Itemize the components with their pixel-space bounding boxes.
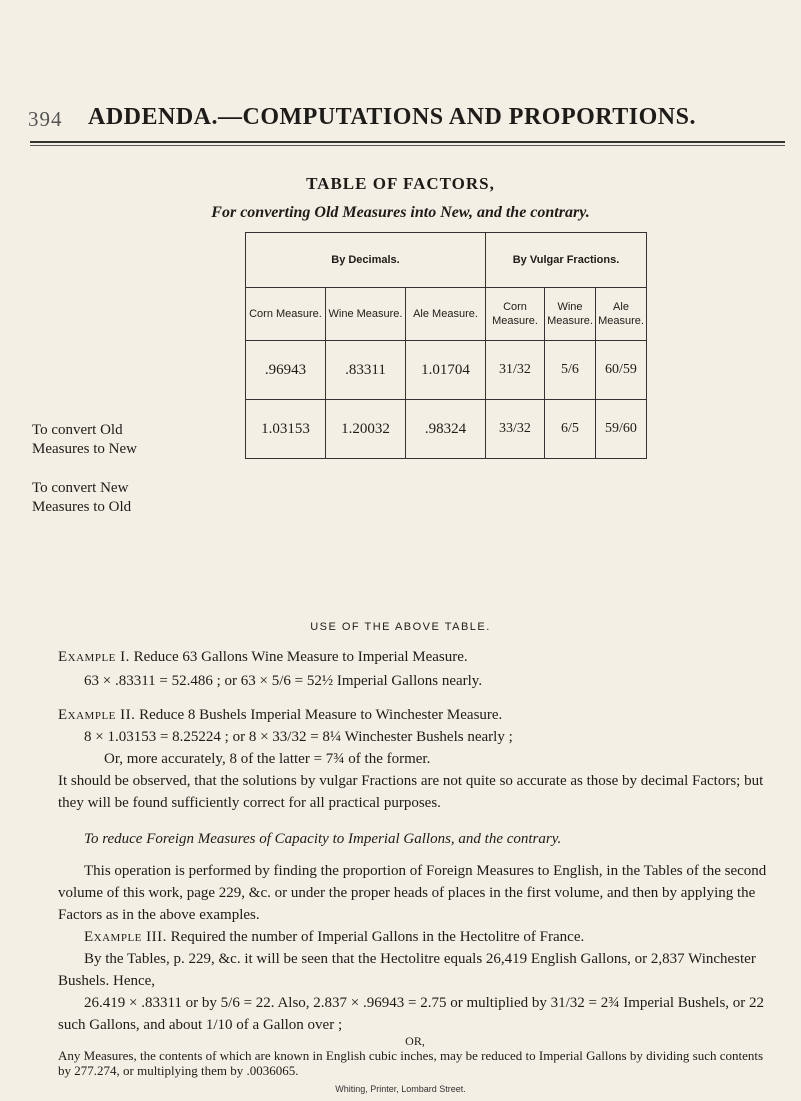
- group-decimals: By Decimals.: [246, 233, 486, 288]
- example-1-calc: 63 × .83311 = 52.486 ; or 63 × 5/6 = 52½ Imperial Gallons nearly.: [84, 673, 483, 689]
- page-header-title: ADDENDA.—COMPUTATIONS AND PROPORTIONS.: [88, 104, 696, 130]
- table-subtitle: For converting Old Measures into New, and the contrary.: [211, 204, 590, 221]
- example-3-body: By the Tables, p. 229, &c. it will be seen that the Hectolitre equals 26,419 English Gallons, or 2,837 Winchester Bushels. Hence,: [58, 951, 756, 989]
- col-wine-fraction: Wine Measure.: [545, 288, 596, 341]
- example-3-label: Example III.: [84, 929, 167, 945]
- factor-table: [245, 232, 647, 459]
- cell-ale: .98324: [406, 400, 486, 459]
- cell-corn-fraction: 33/32: [486, 400, 545, 459]
- use-heading: USE OF THE ABOVE TABLE.: [310, 621, 491, 633]
- example-3-text: Required the number of Imperial Gallons in the Hectolitre of France.: [170, 929, 585, 945]
- cell-wine-fraction: 5/6: [545, 341, 596, 400]
- group-fractions: By Vulgar Fractions.: [486, 233, 647, 288]
- col-corn-fraction: Corn Measure.: [486, 288, 545, 341]
- final-paragraph: Any Measures, the contents of which are known in English cubic inches, may be reduced to Imperial Gallons by dividing such contents by 277.274, or multiplying them by .0036065.: [58, 1048, 764, 1078]
- cell-corn: .96943: [246, 341, 326, 400]
- example-2-calc-2: Or, more accurately, 8 of the latter = 7¾ of the former.: [104, 751, 431, 767]
- example-2-calc: 8 × 1.03153 = 8.25224 ; or 8 × 33/32 = 8¼ Winchester Bushels nearly ;: [84, 729, 513, 745]
- printer-imprint: Whiting, Printer, Lombard Street.: [335, 1084, 466, 1094]
- example-3: [84, 926, 774, 948]
- or-divider: OR,: [405, 1034, 425, 1048]
- col-corn: Corn Measure.: [246, 288, 326, 341]
- col-ale: Ale Measure.: [406, 288, 486, 341]
- cell-wine: 1.20032: [326, 400, 406, 459]
- cell-corn: 1.03153: [246, 400, 326, 459]
- table-row: [246, 341, 647, 400]
- cell-ale-fraction: 60/59: [596, 341, 647, 400]
- table-title: TABLE OF FACTORS,: [306, 174, 495, 193]
- example-1-text: Reduce 63 Gallons Wine Measure to Imperial Measure.: [133, 649, 468, 665]
- cell-ale: 1.01704: [406, 341, 486, 400]
- example-3-calc: 26.419 × .83311 or by 5/6 = 22. Also, 2.837 × .96943 = 2.75 or multiplied by 31/32 = 2¾ Imperial Bushels, or 22 such Gallons, and about 1/10 of a Gallon over ;: [58, 995, 765, 1033]
- table-row: [246, 400, 647, 459]
- cell-wine: .83311: [326, 341, 406, 400]
- page-number: 394: [28, 107, 63, 131]
- example-1-label: Example I.: [58, 649, 130, 665]
- header-rule: [30, 141, 785, 143]
- example-2-label: Example II.: [58, 707, 136, 723]
- note-paragraph: It should be observed, that the solutions by vulgar Fractions are not quite so accurate as those by decimal Factors; but they will be found sufficiently correct for all practical purposes.: [58, 773, 764, 811]
- row-label-old-to-new: To convert Old Measures to New: [32, 422, 137, 457]
- foreign-heading: To reduce Foreign Measures of Capacity to Imperial Gallons, and the contrary.: [84, 831, 562, 847]
- col-ale-fraction: Ale Measure.: [596, 288, 647, 341]
- header-rule-thin: [30, 145, 785, 146]
- cell-wine-fraction: 6/5: [545, 400, 596, 459]
- example-2: [58, 704, 772, 726]
- example-1: [58, 646, 772, 668]
- col-wine: Wine Measure.: [326, 288, 406, 341]
- foreign-paragraph: This operation is performed by finding the proportion of Foreign Measures to English, in the Tables of the second volume of this work, page 229, &c. or under the proper heads of places in the first volume, and then by applying the Factors as in the above examples.: [58, 863, 767, 923]
- cell-corn-fraction: 31/32: [486, 341, 545, 400]
- example-2-text: Reduce 8 Bushels Imperial Measure to Winchester Measure.: [139, 707, 503, 723]
- cell-ale-fraction: 59/60: [596, 400, 647, 459]
- row-label-new-to-old: To convert New Measures to Old: [32, 480, 132, 515]
